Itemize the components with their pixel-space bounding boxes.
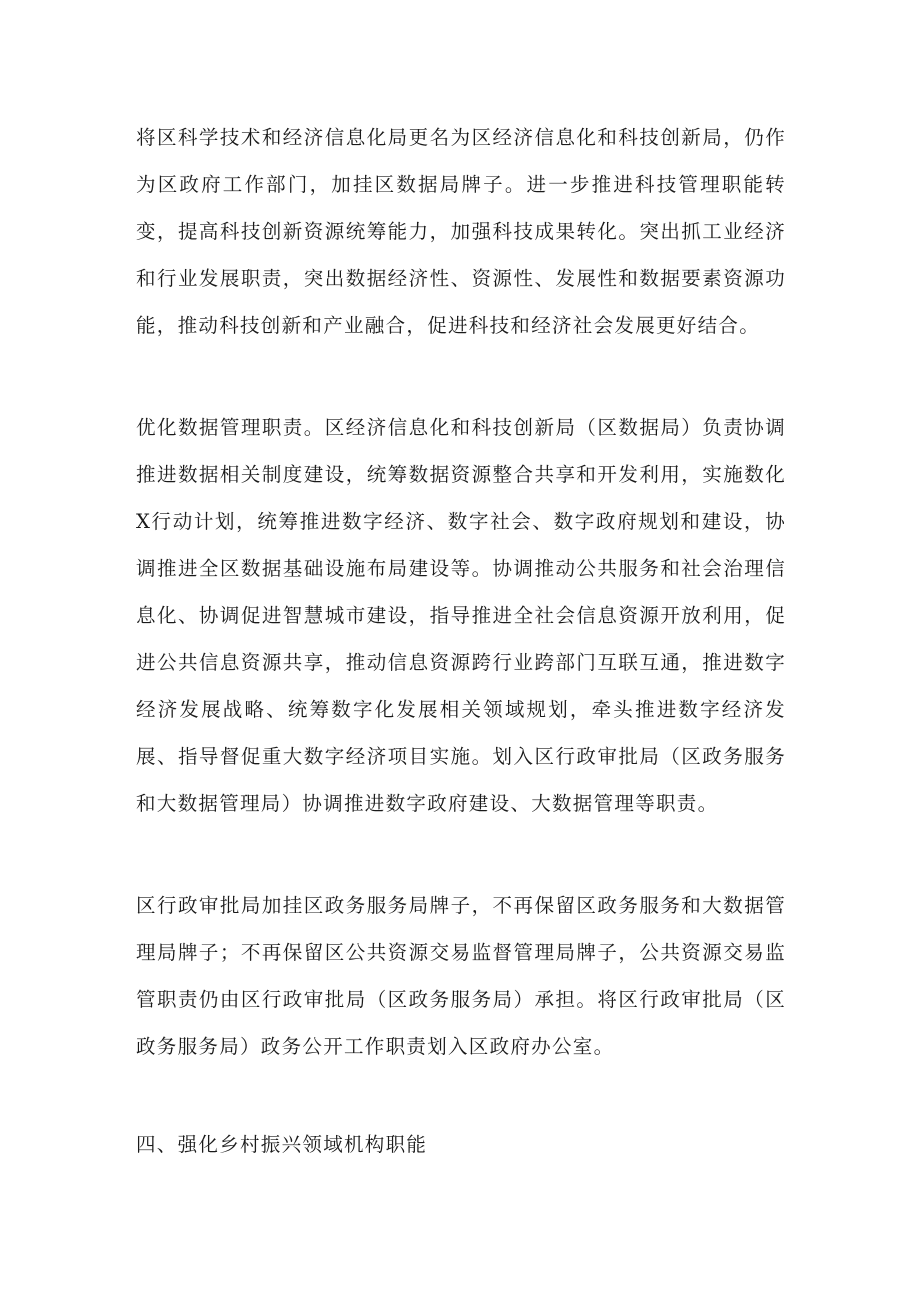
paragraph-admin-approval: 区行政审批局加挂区政务服务局牌子，不再保留区政务服务和大数据管理局牌子；不再保留区公共资源交易监督管理局牌子，公共资源交易监管职责仍由区行政审批局（区政务服务局）承担。将区行政审批局（区政务服务局）政务公开工作职责划入区政府办公室。 xyxy=(136,894,786,1058)
section-heading: 四、强化乡村振兴领域机构职能 xyxy=(136,1133,428,1156)
paragraph-rename-bureau: 将区科学技术和经济信息化局更名为区经济信息化和科技创新局，仍作为区政府工作部门，加挂区数据局牌子。进一步推进科技管理职能转变，提高科技创新资源统筹能力，加强科技成果转化。突出抓工业经济和行业发展职责，突出数据经济性、资源性、发展性和数据要素资源功能，推动科技创新和产业融合，促进科技和经济社会发展更好结合。 xyxy=(136,126,786,337)
paragraph-data-management: 优化数据管理职责。区经济信息化和科技创新局（区数据局）负责协调推进数据相关制度建设，统筹数据资源整合共享和开发利用，实施数化X行动计划，统筹推进数字经济、数字社会、数字政府规划和建设，协调推进全区数据基础设施布局建设等。协调推动公共服务和社会治理信息化、协调促进智慧城市建设，指导推进全社会信息资源开放利用，促进公共信息资源共享，推动信息资源跨行业跨部门互联互通，推进数字经济发展战略、统筹数字化发展相关领域规划，牵头推进数字经济发展、指导督促重大数字经济项目实施。划入区行政审批局（区政务服务和大数据管理局）协调推进数字政府建设、大数据管理等职责。 xyxy=(136,416,786,815)
